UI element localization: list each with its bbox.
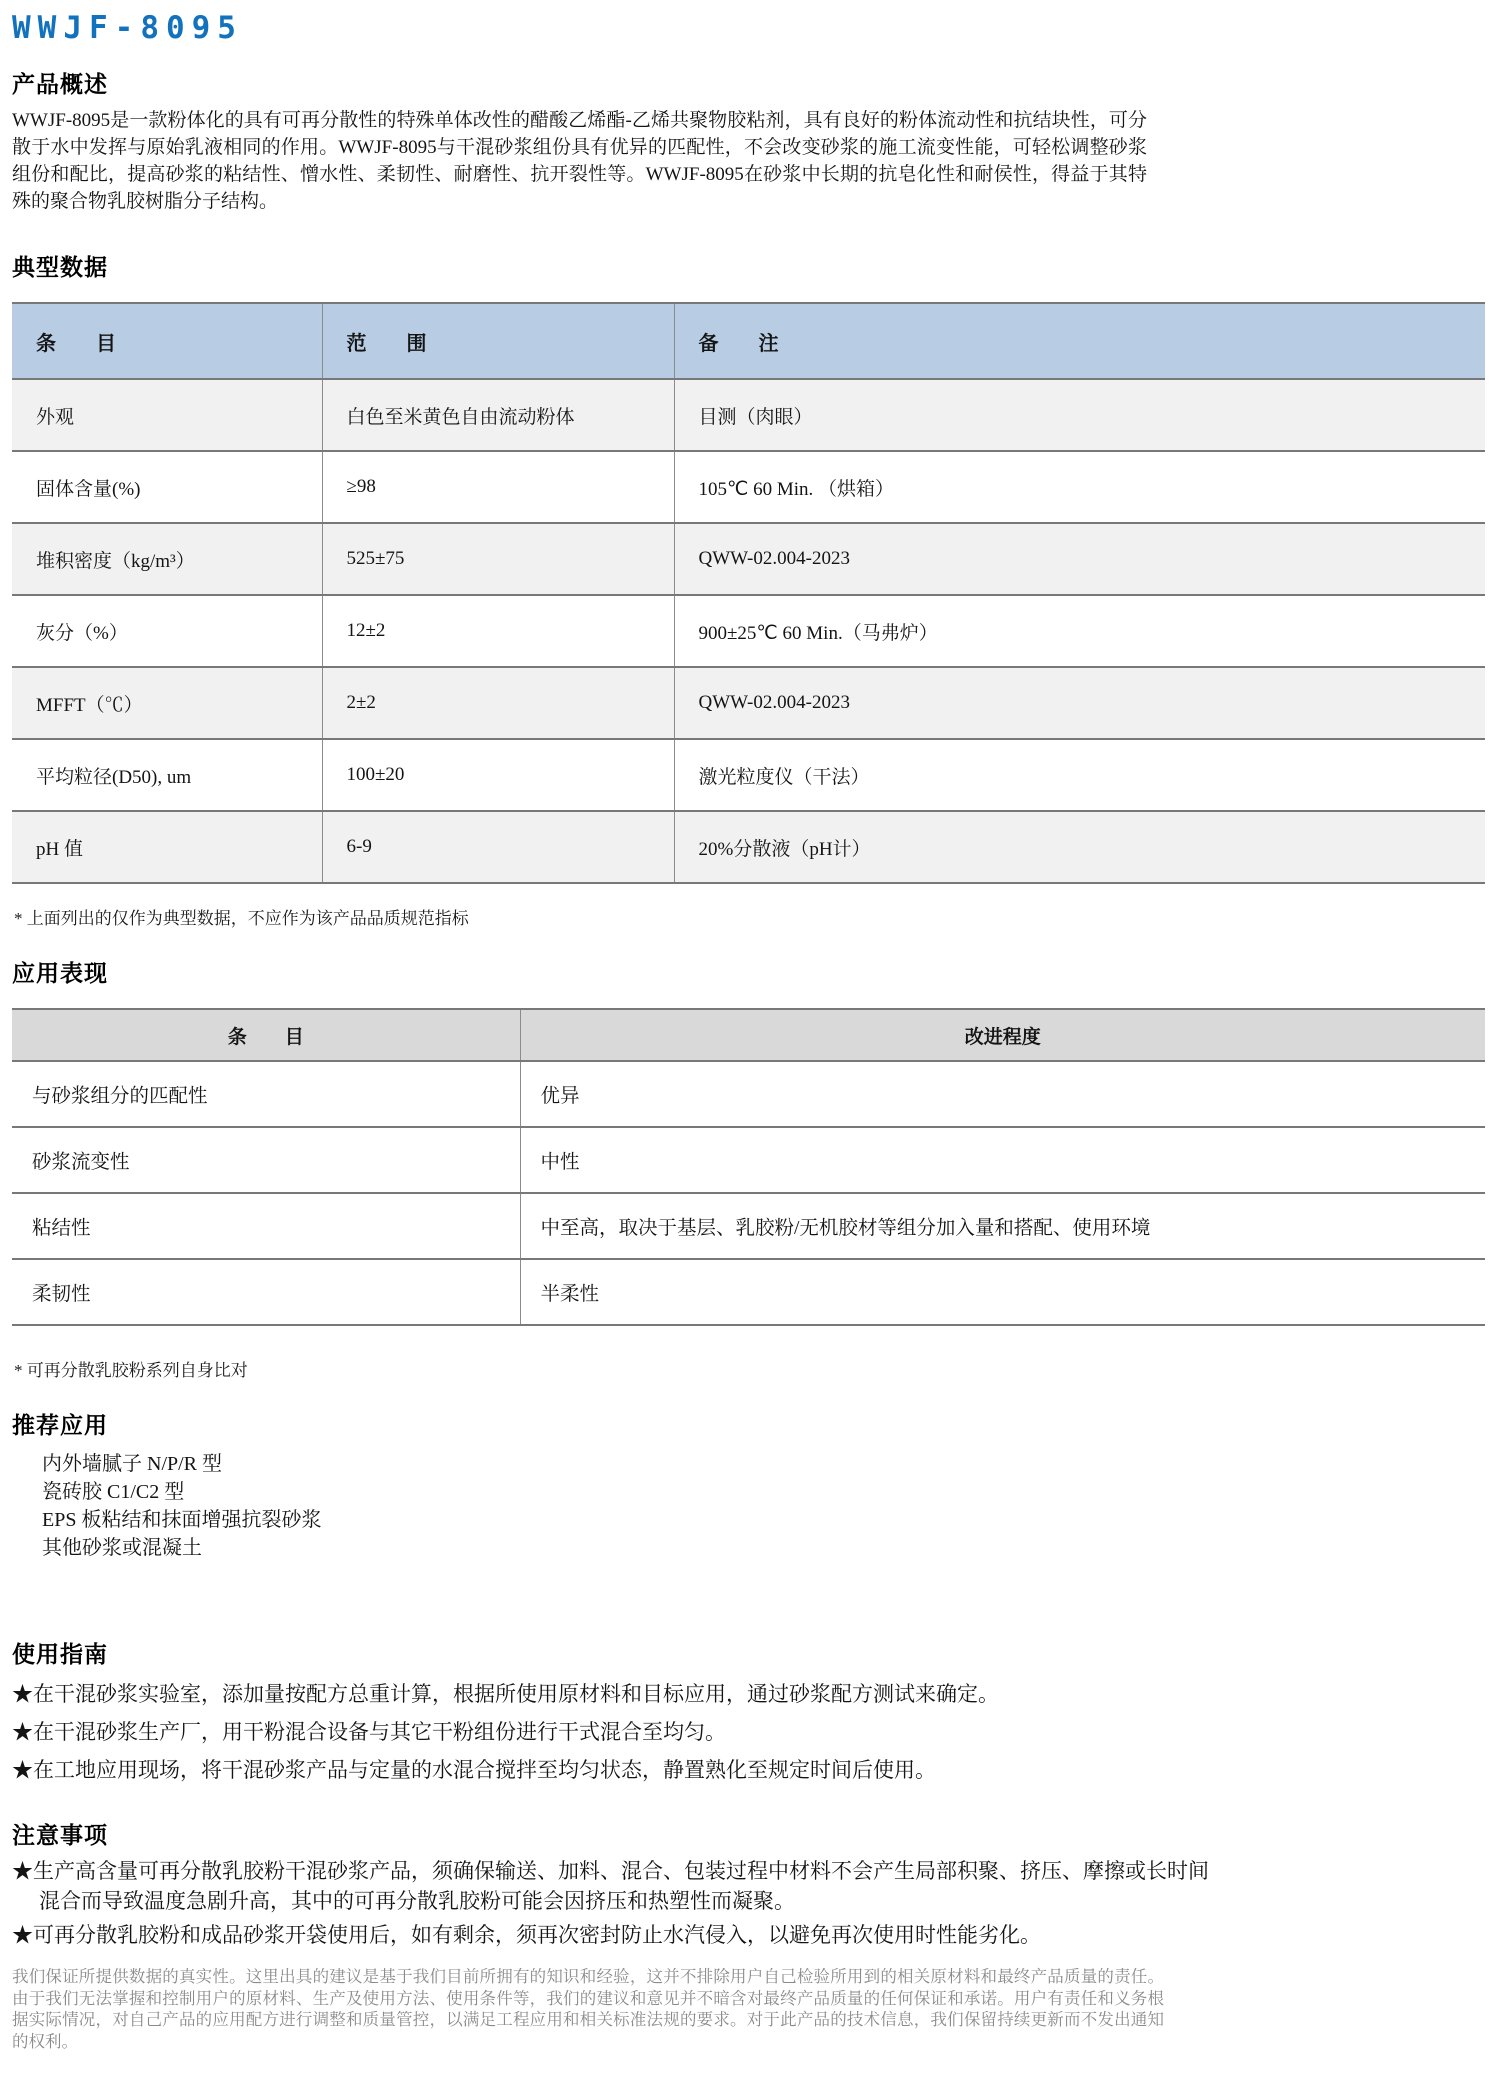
list-item: EPS 板粘结和抹面增强抗裂砂浆 — [42, 1509, 322, 1531]
section-application-performance — [12, 955, 1485, 1381]
table-row — [12, 1061, 1485, 1127]
table-row — [12, 739, 1485, 811]
item-cell: 灰分（%） — [12, 595, 322, 667]
section-overview — [12, 66, 1485, 215]
table-row — [12, 667, 1485, 739]
range-cell: 2±2 — [322, 667, 674, 739]
typical-data-table — [12, 302, 1485, 884]
item-cell: 平均粒径(D50), um — [12, 739, 322, 811]
section-precautions — [12, 1817, 1485, 1950]
item-cell: 堆积密度（kg/m³） — [12, 523, 322, 595]
range-cell: 100±20 — [322, 739, 674, 811]
item-cell: 柔韧性 — [12, 1259, 520, 1325]
recommended-applications-heading: 推荐应用 — [12, 1412, 108, 1438]
list-item: 内外墙腻子 N/P/R 型 — [42, 1453, 223, 1475]
list-item: ★在干混砂浆生产厂，用干粉混合设备与其它干粉组份进行干式混合至均匀。 — [12, 1720, 726, 1744]
item-cell: 固体含量(%) — [12, 451, 322, 523]
improvement-cell: 中至高，取决于基层、乳胶粉/无机胶材等组分加入量和搭配、使用环境 — [520, 1193, 1485, 1259]
list-item: ★可再分散乳胶粉和成品砂浆开袋使用后，如有剩余，须再次密封防止水汽侵入，以避免再次使用时性能劣化。 — [12, 1923, 1041, 1947]
precautions-heading: 注意事项 — [12, 1822, 108, 1848]
list-item: 瓷砖胶 C1/C2 型 — [42, 1481, 185, 1503]
table-row — [12, 1127, 1485, 1193]
item-cell: MFFT（℃） — [12, 667, 322, 739]
improvement-cell: 中性 — [520, 1127, 1485, 1193]
note-cell: 105℃ 60 Min. （烘箱） — [674, 451, 1485, 523]
item-cell: 与砂浆组分的匹配性 — [12, 1061, 520, 1127]
table-row — [12, 1193, 1485, 1259]
page-title: WWJF-8095 — [12, 10, 243, 46]
improvement-cell: 半柔性 — [520, 1259, 1485, 1325]
overview-heading: 产品概述 — [12, 71, 108, 97]
typical-data-heading: 典型数据 — [12, 254, 108, 280]
note-cell: 900±25℃ 60 Min.（马弗炉） — [674, 595, 1485, 667]
disclaimer-paragraph: 我们保证所提供数据的真实性。这里出具的建议是基于我们目前所拥有的知识和经验，这并不排除用户自己检验所用到的相关原材料和最终产品质量的责任。由于我们无法掌握和控制用户的原材料、生产及使用方法、使用条件等，我们的建议和意见并不暗含对最终产品质量的任何保证和承诺。用户有责任和义务根据实际情况，对自己产品的应用配方进行调整和质量管控，以满足工程应用和相关标准法规的要求。对于此产品的技术信息，我们保留持续更新而不发出通知的权利。 — [12, 1967, 1164, 2051]
overview-paragraph: WWJF-8095是一款粉体化的具有可再分散性的特殊单体改性的醋酸乙烯酯-乙烯共聚物胶粘剂，具有良好的粉体流动性和抗结块性，可分散于水中发挥与原始乳液相同的作用。WWJF-8095与干混砂浆组份具有优异的匹配性，不会改变砂浆的施工流变性能，可轻松调整砂浆组份和配比，提高砂浆的粘结性、憎水性、柔韧性、耐磨性、抗开裂性等。WWJF-8095在砂浆中长期的抗皂化性和耐侯性，得益于其特殊的聚合物乳胶树脂分子结构。 — [12, 110, 1147, 212]
note-cell: 20%分散液（pH计） — [674, 811, 1485, 883]
typical-data-footnote: * 上面列出的仅作为典型数据，不应作为该产品品质规范指标 — [14, 909, 469, 928]
range-cell: 525±75 — [322, 523, 674, 595]
application-performance-table — [12, 1008, 1485, 1326]
table-row — [12, 451, 1485, 523]
section-usage-guide — [12, 1636, 1485, 1789]
range-cell: 12±2 — [322, 595, 674, 667]
range-cell: ≥98 — [322, 451, 674, 523]
list-item: 其他砂浆或混凝土 — [42, 1537, 202, 1559]
note-cell: QWW-02.004-2023 — [674, 523, 1485, 595]
header-item: 条 目 — [12, 1009, 520, 1061]
header-improvement: 改进程度 — [520, 1009, 1485, 1061]
item-cell: 砂浆流变性 — [12, 1127, 520, 1193]
header-range: 范 围 — [322, 303, 674, 379]
note-cell: QWW-02.004-2023 — [674, 667, 1485, 739]
application-performance-heading: 应用表现 — [12, 960, 108, 986]
section-typical-data — [12, 249, 1485, 929]
header-item: 条 目 — [12, 303, 322, 379]
list-item: ★在工地应用现场，将干混砂浆产品与定量的水混合搅拌至均匀状态，静置熟化至规定时间后使用。 — [12, 1758, 936, 1782]
header-note: 备 注 — [674, 303, 1485, 379]
improvement-cell: 优异 — [520, 1061, 1485, 1127]
table-row — [12, 595, 1485, 667]
item-cell: 外观 — [12, 379, 322, 451]
table-row — [12, 523, 1485, 595]
section-recommended-applications — [12, 1407, 1485, 1562]
item-cell: pH 值 — [12, 811, 322, 883]
table-row — [12, 1259, 1485, 1325]
precautions-list — [12, 1856, 1485, 1950]
range-cell: 白色至米黄色自由流动粉体 — [322, 379, 674, 451]
table-row — [12, 811, 1485, 883]
performance-table-header-row — [12, 1009, 1485, 1061]
table-row — [12, 379, 1485, 451]
list-item: ★生产高含量可再分散乳胶粉干混砂浆产品，须确保输送、加料、混合、包装过程中材料不会产生局部积聚、挤压、摩擦或长时间混合而导致温度急剧升高，其中的可再分散乳胶粉可能会因挤压和热塑性而凝聚。 — [12, 1859, 1209, 1913]
typical-table-header-row — [12, 303, 1485, 379]
list-item: ★在干混砂浆实验室，添加量按配方总重计算，根据所使用原材料和目标应用，通过砂浆配方测试来确定。 — [12, 1682, 999, 1706]
item-cell: 粘结性 — [12, 1193, 520, 1259]
note-cell: 激光粒度仪（干法） — [674, 739, 1485, 811]
note-cell: 目测（肉眼） — [674, 379, 1485, 451]
application-performance-footnote: * 可再分散乳胶粉系列自身比对 — [14, 1361, 248, 1380]
recommended-applications-list — [12, 1450, 1485, 1562]
usage-guide-list — [12, 1675, 1485, 1789]
range-cell: 6-9 — [322, 811, 674, 883]
usage-guide-heading: 使用指南 — [12, 1641, 108, 1667]
